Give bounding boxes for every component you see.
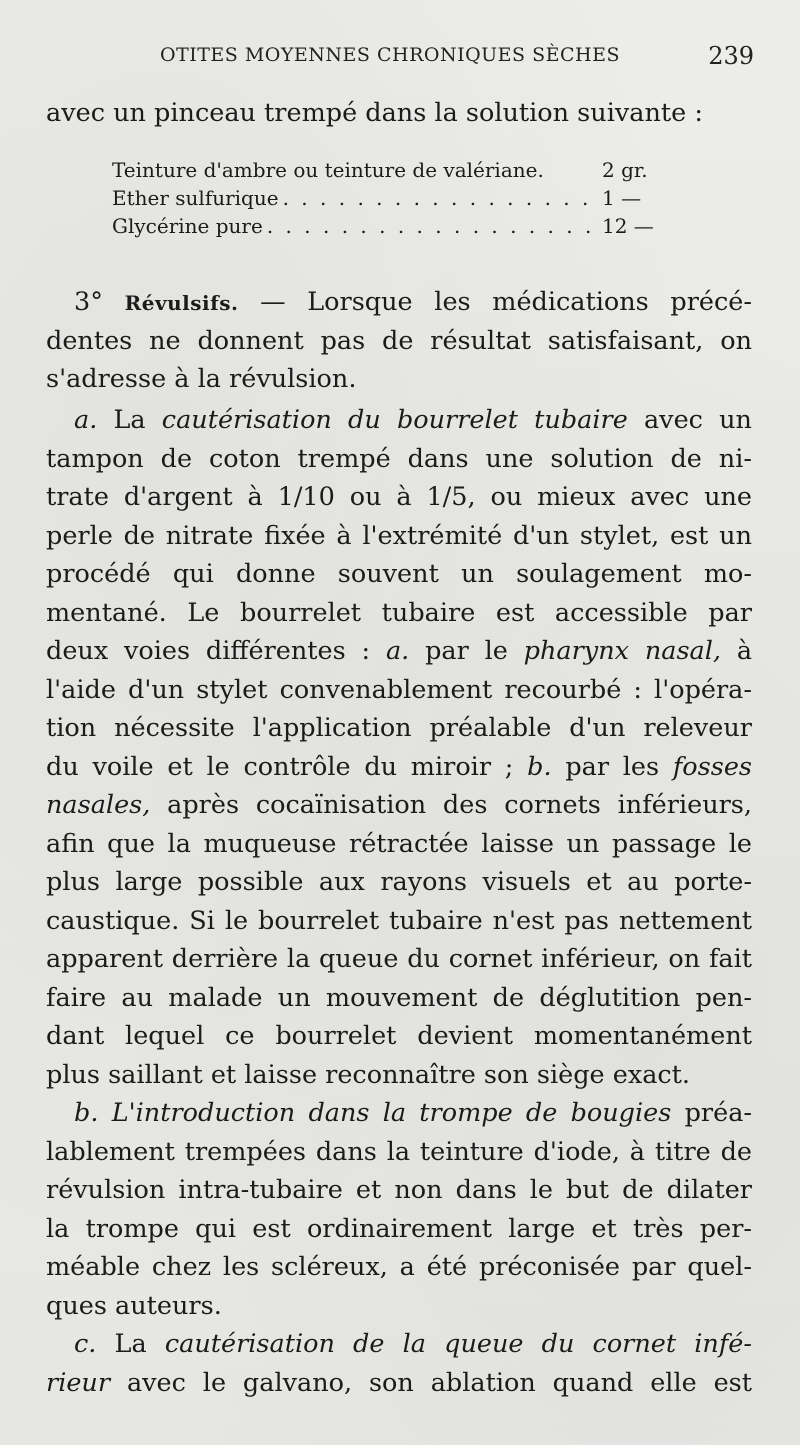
text-line: trate d'argent à 1/10 ou à 1/5, ou mieux avec une — [46, 482, 752, 512]
item-letter: a. — [74, 405, 98, 435]
text-line — [46, 748, 752, 787]
item-letter: c. — [74, 1329, 97, 1359]
italic-span: pharynx nasal, — [523, 636, 722, 666]
leader-dots — [279, 184, 602, 212]
paragraph-c — [46, 1325, 752, 1402]
recipe-ingredient: Ether sulfurique — [112, 186, 279, 210]
italic-span: rieur — [46, 1367, 111, 1398]
recipe-row — [112, 184, 682, 212]
text-line — [46, 401, 752, 440]
text-line — [46, 632, 752, 671]
text-line — [46, 283, 752, 322]
section-heading: Révulsifs. — [124, 291, 239, 315]
text-line — [46, 1364, 752, 1403]
text-span: à — [736, 636, 753, 666]
text-line: plus saillant et laisse reconnaître son siège exact. — [46, 1059, 691, 1090]
text-line: s'adresse à la révulsion. — [46, 364, 357, 394]
text-span: — Lorsque les médications précé- — [260, 287, 753, 317]
text-line: la trompe qui est ordinairement large et très per- — [46, 1213, 752, 1244]
text-span: avec un — [643, 405, 752, 435]
text-line: plus large possible aux rayons visuels et au porte- — [46, 867, 752, 897]
text-span: avec le galvano, son ablation quand elle est — [126, 1367, 752, 1398]
recipe-table — [112, 156, 682, 240]
recipe-row — [112, 212, 682, 240]
recipe-ingredient: Glycérine pure — [112, 214, 263, 238]
text-line: dentes ne donnent pas de résultat satisfaisant, on — [46, 325, 752, 356]
recipe-row — [112, 156, 682, 184]
text-span: La — [113, 405, 146, 435]
italic-span: a. — [385, 636, 410, 666]
section-number: 3° — [74, 287, 103, 317]
italic-span: fosses — [672, 751, 752, 782]
text-span: après cocaïnisation des cornets inférieurs, — [167, 790, 752, 820]
text-line: avec un pinceau trempé dans la solution suivante : — [46, 98, 703, 128]
paragraph-a — [46, 401, 752, 1094]
paragraph-b — [46, 1094, 752, 1325]
text-line: afin que la muqueuse rétractée laisse un passage le — [46, 828, 752, 859]
text-line: mentané. Le bourrelet tubaire est accessible par — [46, 597, 752, 628]
text-span: deux voies différentes : — [46, 636, 371, 666]
intro-paragraph — [46, 94, 752, 133]
text-line: ques auteurs. — [46, 1290, 222, 1321]
italic-span: cautérisation de la queue du cornet infé- — [164, 1329, 752, 1359]
italic-span: nasales, — [46, 790, 151, 820]
text-line: tion nécessite l'application préalable d'un releveur — [46, 713, 752, 743]
italic-span: cautérisation du bourrelet tubaire — [161, 405, 628, 435]
text-line: caustique. Si le bourrelet tubaire n'est pas nettement — [46, 905, 752, 936]
text-line: l'aide d'un stylet convenablement recourbé : l'opéra- — [46, 674, 752, 705]
text-span: par les — [565, 751, 660, 782]
text-line — [46, 1325, 752, 1364]
running-title: OTITES MOYENNES CHRONIQUES SÈCHES — [160, 44, 620, 66]
text-span: La — [114, 1329, 147, 1359]
text-line: lablement trempées dans la teinture d'iode, à titre de — [46, 1136, 752, 1167]
page-number: 239 — [708, 42, 754, 70]
text-span: par le — [425, 636, 508, 666]
text-line: apparent derrière la queue du cornet inférieur, on fait — [46, 944, 752, 974]
italic-span: b. — [527, 751, 552, 782]
recipe-quantity: 12 — — [602, 214, 654, 238]
leader-dots — [263, 212, 602, 240]
text-line: procédé qui donne souvent un soulagement mo- — [46, 559, 752, 589]
text-line: tampon de coton trempé dans une solution de ni- — [46, 443, 752, 474]
item-letter: b. — [74, 1098, 99, 1128]
text-line — [46, 786, 752, 825]
text-line: révulsion intra-tubaire et non dans le but de dilater — [46, 1175, 752, 1205]
text-span: du voile et le contrôle du miroir ; — [46, 751, 514, 782]
recipe-quantity: 1 — — [602, 186, 642, 210]
italic-span: L'introduction dans la trompe de bougies — [111, 1098, 672, 1128]
text-line: dant lequel ce bourrelet devient momentanément — [46, 1021, 752, 1051]
section-3-paragraph — [46, 283, 752, 399]
text-line: faire au malade un mouvement de déglutition pen- — [46, 982, 752, 1013]
text-line: méable chez les scléreux, a été préconisée par quel- — [46, 1252, 752, 1282]
recipe-quantity: 2 gr. — [602, 158, 648, 182]
running-header — [0, 44, 800, 74]
text-line: perle de nitrate fixée à l'extrémité d'un stylet, est un — [46, 520, 752, 551]
text-line — [46, 1094, 752, 1133]
text-span: préa- — [684, 1098, 753, 1128]
recipe-ingredient: Teinture d'ambre ou teinture de valériane. — [112, 158, 544, 182]
